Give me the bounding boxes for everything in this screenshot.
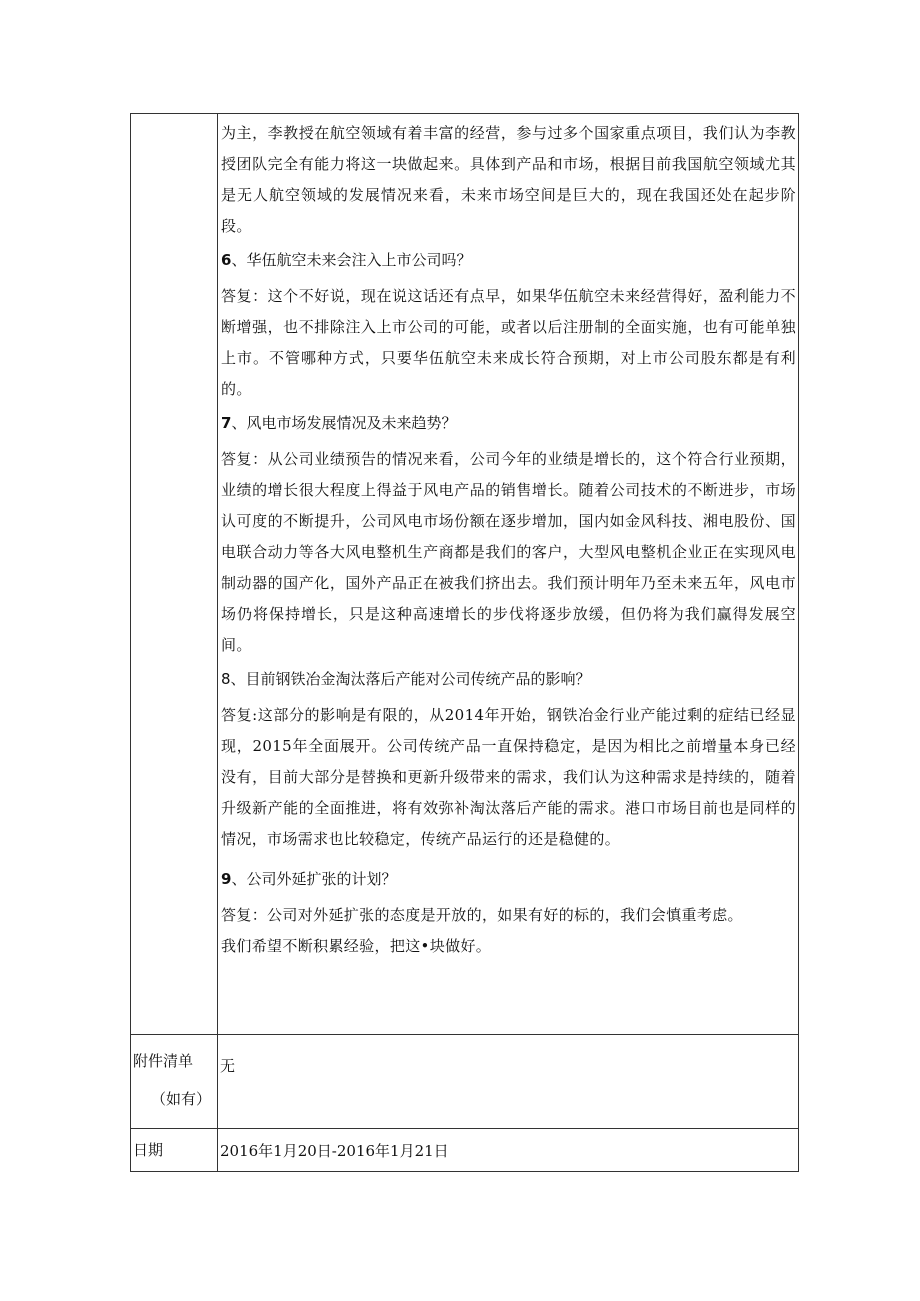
spacer xyxy=(221,855,796,861)
continuation-paragraph: 为主，李教授在航空领域有着丰富的经营，参与过多个国家重点项目，我们认为李教授团队完全有能力将这一块做起来。具体到产品和市场，根据目前我国航空领域尤其是无人航空领域的发展情况来看，未来市场空间是巨大的，现在我国还处在起步阶段。 xyxy=(221,124,796,235)
question-9 xyxy=(221,864,796,895)
question-8 xyxy=(221,664,796,695)
record-table xyxy=(130,113,799,1172)
question-text: 、华伍航空未来会注入上市公司吗？ xyxy=(231,251,472,269)
question-number: 7 xyxy=(221,414,232,432)
attachments-value: 无 xyxy=(218,1035,799,1129)
date-row xyxy=(131,1129,799,1172)
date-value: 2016年1月20日-2016年1月21日 xyxy=(218,1129,799,1172)
closing-paragraph: 我们希望不断积累经验，把这•块做好。 xyxy=(221,937,492,955)
answer-9: 答复：公司对外延扩张的态度是开放的，如果有好的标的，我们会慎重考虑。 xyxy=(221,906,743,924)
attachments-label-line1: 附件清单 xyxy=(133,1052,194,1070)
answer-7: 答复：从公司业绩预告的情况来看，公司今年的业绩是增长的，这个符合行业预期，业绩的增长很大程度上得益于风电产品的销售增长。随着公司技术的不断进步，市场认可度的不断提升，公司风电市场份额在逐步增加，国内如金风科技、湘电股份、国电联合动力等各大风电整机生产商都是我们的客户，大型风电整机企业正在实现风电制动器的国产化，国外产品正在被我们挤出去。我们预计明年乃至未来五年，风电市场仍将保持增长，只是这种高速增长的步伐将逐步放缓，但仍将为我们赢得发展空间。 xyxy=(221,450,796,654)
question-number: 6 xyxy=(221,251,232,269)
content-cell xyxy=(218,114,799,1035)
question-6 xyxy=(221,245,796,276)
attachments-row xyxy=(131,1035,799,1129)
answer-6: 答复：这个不好说，现在说这话还有点早，如果华伍航空未来经营得好，盈利能力不断增强，也不排除注入上市公司的可能，或者以后注册制的全面实施，也有可能单独上市。不管哪种方式，只要华伍航空未来成长符合预期，对上市公司股东都是有利的。 xyxy=(221,287,796,398)
question-text: 、目前钢铁冶金淘汰落后产能对公司传统产品的影响？ xyxy=(230,670,591,688)
question-number: 9 xyxy=(221,870,232,888)
content-label-cell xyxy=(131,114,218,1035)
question-text: 、风电市场发展情况及未来趋势？ xyxy=(231,414,457,432)
question-number: 8 xyxy=(221,670,231,688)
question-text: 、公司外延扩张的计划？ xyxy=(231,870,397,888)
record-table-wrapper xyxy=(130,113,796,1172)
attachments-label xyxy=(131,1035,218,1129)
answer-8: 答复:这部分的影响是有限的，从2014年开始，钢铁冶金行业产能过剩的症结已经显现，2015年全面展开。公司传统产品一直保持稳定，是因为相比之前增量本身已经没有，目前大部分是替换和更新升级带来的需求，我们认为这种需求是持续的，随着升级新产能的全面推进，将有效弥补淘汰落后产能的需求。港口市场目前也是同样的情况，市场需求也比较稳定，传统产品运行的还是稳健的。 xyxy=(221,706,796,848)
attachments-label-line2: （如有） xyxy=(151,1090,212,1108)
content-row xyxy=(131,114,799,1035)
date-label: 日期 xyxy=(131,1129,218,1172)
question-7 xyxy=(221,408,796,439)
